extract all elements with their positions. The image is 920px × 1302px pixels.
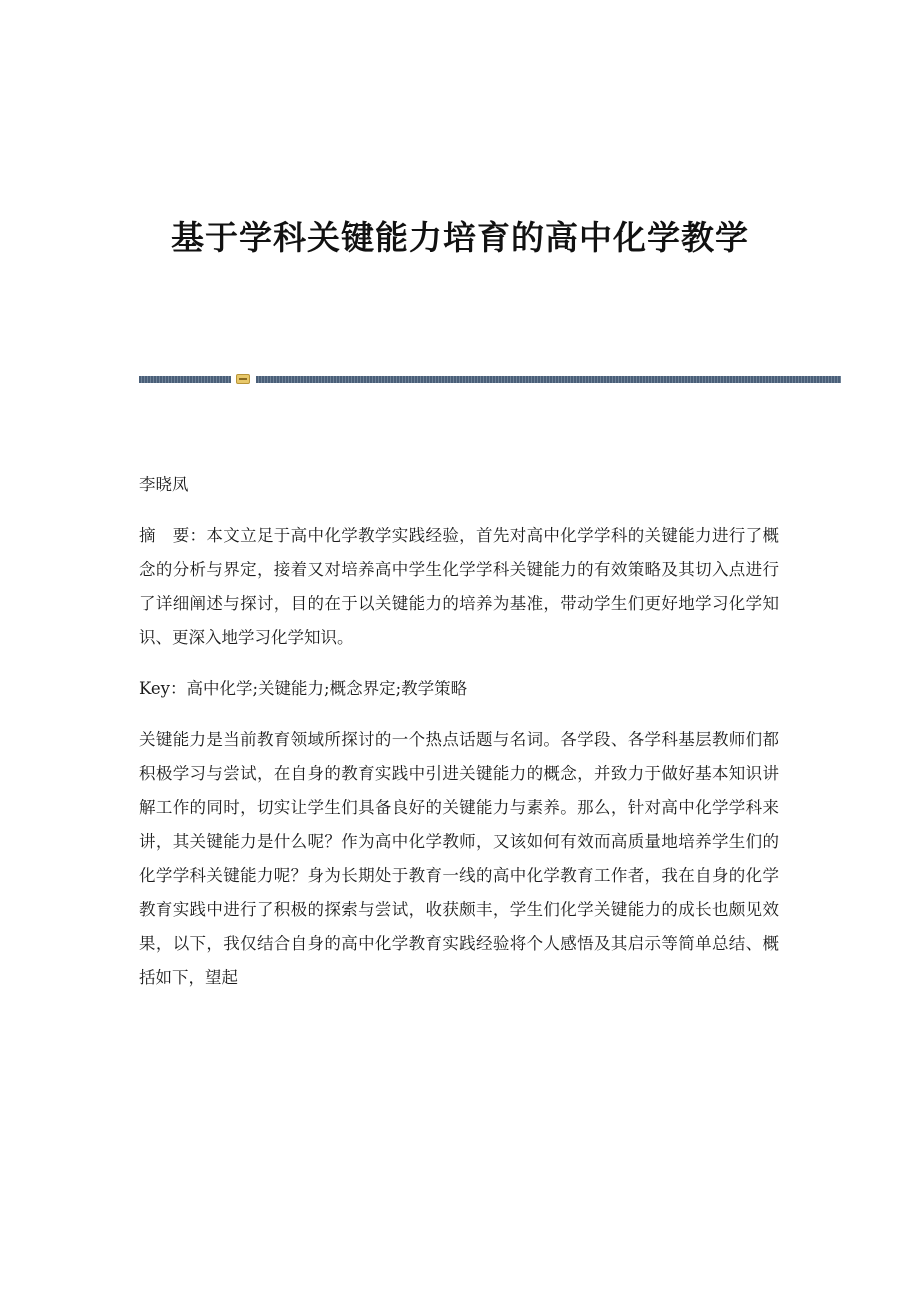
abstract-paragraph: 摘 要：本文立足于高中化学教学实践经验，首先对高中化学学科的关键能力进行了概念的分析与界定，接着又对培养高中学生化学学科关键能力的有效策略及其切入点进行了详细阐述与探讨，目的在于以关键能力的培养为基准，带动学生们更好地学习化学知识、更深入地学习化学知识。 [139, 526, 779, 647]
title-divider [139, 373, 841, 385]
keywords-line: Key：高中化学;关键能力;概念界定;教学策略 [139, 679, 468, 698]
divider-bar-left [139, 376, 231, 383]
divider-ornament-icon [236, 374, 250, 384]
divider-bar-right [256, 376, 841, 383]
paper-title: 基于学科关键能力培育的高中化学教学 [171, 218, 749, 257]
paper-body [139, 468, 779, 1012]
body-paragraph: 关键能力是当前教育领域所探讨的一个热点话题与名词。各学段、各学科基层教师们都积极学习与尝试，在自身的教育实践中引进关键能力的概念，并致力于做好基本知识讲解工作的同时，切实让学生们具备良好的关键能力与素养。那么，针对高中化学学科来讲，其关键能力是什么呢？作为高中化学教师，又该如何有效而高质量地培养学生们的化学学科关键能力呢？身为长期处于教育一线的高中化学教育工作者，我在自身的化学教育实践中进行了积极的探索与尝试，收获颇丰，学生们化学关键能力的成长也颇见效果，以下，我仅结合自身的高中化学教育实践经验将个人感悟及其启示等简单总结、概括如下，望起 [139, 730, 779, 987]
author-name: 李晓凤 [139, 475, 189, 494]
